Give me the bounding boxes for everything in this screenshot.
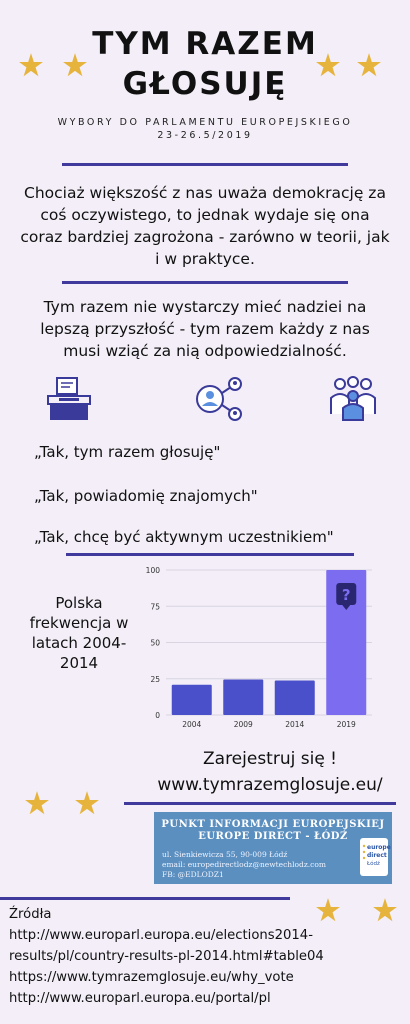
register-text: Zarejestruj się ! [203, 749, 337, 769]
logo-text-europe: europe [367, 844, 391, 851]
intro-paragraph: Chociaż większość z nas uważa demokrację za coś oczywistego, to jednak wydaje się ona coraz bardziej zagrożona - zarówno w teorii, jak i w praktyce. [20, 184, 390, 268]
x-tick-label: 2009 [233, 720, 253, 729]
divider [66, 553, 354, 556]
website-link[interactable]: www.tymrazemglosuje.eu/ [157, 775, 383, 795]
group-people-icon [328, 374, 378, 424]
info-box [154, 812, 392, 884]
star-icon [24, 790, 50, 816]
divider [0, 897, 290, 900]
turnout-chart [140, 560, 380, 740]
bar [172, 685, 212, 715]
logo-text-city: Łódź [367, 861, 380, 867]
sources-heading: Źródła [9, 907, 52, 922]
source-link[interactable]: https://www.tymrazemglosuje.eu/why_vote [9, 970, 294, 985]
x-tick-label: 2014 [285, 720, 305, 729]
info-facebook[interactable]: FB: @EDLODZ1 [162, 870, 224, 879]
responsibility-paragraph: Tym razem nie wystarczy mieć nadziei na lepszą przyszłość - tym razem każdy z nas musi wziąć za nią odpowiedzialność. [40, 298, 370, 360]
divider [62, 281, 348, 284]
bar [275, 680, 315, 715]
x-tick-label: 2019 [336, 720, 356, 729]
quote-vote: „Tak, tym razem głosuję" [34, 443, 221, 461]
star-icon [74, 790, 100, 816]
y-tick-label: 25 [150, 674, 160, 684]
question-mark: ? [341, 586, 351, 604]
info-address: ul. Sienkiewicza 55, 90-009 Łódź [162, 850, 288, 859]
page-title-line2: GŁOSUJĘ [122, 66, 288, 102]
source-link[interactable]: results/pl/country-results-pl-2014.html#table04 [9, 949, 324, 964]
x-tick-label: 2004 [182, 720, 202, 729]
source-link[interactable]: http://www.europarl.europa.eu/portal/pl [9, 991, 271, 1006]
y-tick-label: 100 [145, 566, 160, 575]
y-tick-label: 75 [150, 602, 160, 612]
source-link[interactable]: http://www.europarl.europa.eu/elections2014- [9, 928, 313, 943]
logo-text-direct: direct [367, 852, 387, 859]
ballot-box-icon [44, 374, 94, 424]
election-dates: 23-26.5/2019 [157, 130, 253, 141]
divider [124, 802, 396, 805]
bar [223, 679, 263, 715]
info-title-line2: EUROPE DIRECT - ŁÓDŹ [198, 831, 348, 842]
network-people-icon [188, 374, 238, 424]
y-tick-label: 50 [150, 638, 160, 648]
chart-label: Polska frekwencja w latach 2004-2014 [29, 594, 129, 672]
divider [62, 163, 348, 166]
page-title-line1: TYM RAZEM [92, 26, 318, 62]
y-tick-label: 0 [155, 711, 160, 720]
europe-direct-logo [360, 838, 391, 876]
quote-inform-friends: „Tak, powiadomię znajomych" [34, 487, 258, 505]
info-title-line1: PUNKT INFORMACJI EUROPEJSKIEJ [161, 819, 385, 830]
info-email[interactable]: email: europedirectlodz@newtechlodz.com [162, 860, 326, 869]
page-subtitle: WYBORY DO PARLAMENTU EUROPEJSKIEGO [57, 117, 353, 128]
quote-active-participant: „Tak, chcę być aktywnym uczestnikiem" [34, 528, 334, 546]
